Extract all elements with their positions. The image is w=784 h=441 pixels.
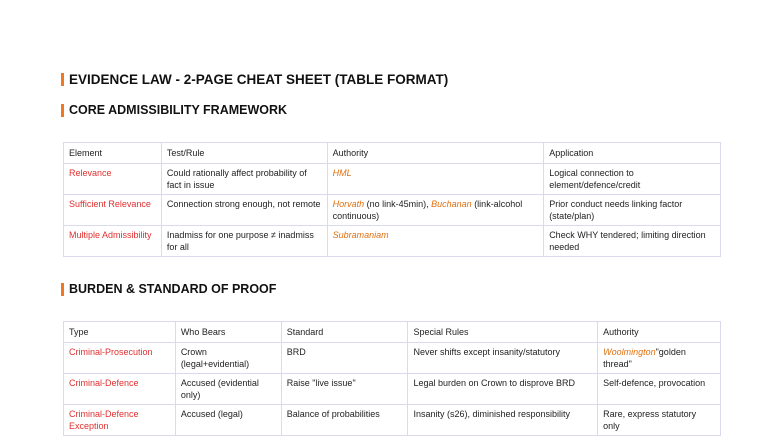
column-header: Element <box>64 143 162 164</box>
table-row <box>64 164 721 195</box>
authority-cell: Rare, express statutory only <box>598 405 721 436</box>
test-rule-cell: Inadmiss for one purpose ≠ inadmiss for all <box>161 226 327 257</box>
special-rules-cell: Never shifts except insanity/statutory <box>408 343 598 374</box>
case-citation: Woolmington <box>603 347 656 357</box>
column-header: Standard <box>281 322 408 343</box>
standard-cell: Raise "live issue" <box>281 374 408 405</box>
heading-accent-bar <box>61 104 64 117</box>
column-header: Special Rules <box>408 322 598 343</box>
table-header-row <box>64 322 721 343</box>
section-heading-burden <box>61 282 276 296</box>
test-rule-cell: Connection strong enough, not remote <box>161 195 327 226</box>
element-cell: Multiple Admissibility <box>64 226 162 257</box>
type-cell: Criminal-Defence <box>64 374 176 405</box>
column-header: Authority <box>598 322 721 343</box>
case-citation: Horvath <box>332 199 365 209</box>
case-citation: HML <box>332 168 352 178</box>
who-bears-cell: Accused (evidential only) <box>175 374 281 405</box>
column-header: Type <box>64 322 176 343</box>
citation-note: (no link-45min), <box>364 199 432 209</box>
application-cell: Check WHY tendered; limiting direction needed <box>544 226 721 257</box>
element-cell: Relevance <box>64 164 162 195</box>
citation-note: (link-alcohol continuous) <box>332 199 523 221</box>
admissibility-table <box>63 142 721 257</box>
table-row <box>64 226 721 257</box>
standard-cell: BRD <box>281 343 408 374</box>
table-header-row <box>64 143 721 164</box>
heading-accent-bar <box>61 73 64 86</box>
burden-table <box>63 321 721 436</box>
table-row <box>64 405 721 436</box>
element-cell: Sufficient Relevance <box>64 195 162 226</box>
citation-note: "golden thread" <box>603 347 686 369</box>
case-citation: Buchanan <box>431 199 472 209</box>
table-row <box>64 195 721 226</box>
authority-cell <box>327 164 544 195</box>
type-cell: Criminal-Defence Exception <box>64 405 176 436</box>
section-heading-text: BURDEN & STANDARD OF PROOF <box>69 282 277 296</box>
application-cell: Prior conduct needs linking factor (state/plan) <box>544 195 721 226</box>
who-bears-cell: Crown (legal+evidential) <box>175 343 281 374</box>
case-citation: Subramaniam <box>332 230 389 240</box>
test-rule-cell: Could rationally affect probability of fact in issue <box>161 164 327 195</box>
authority-cell <box>327 226 544 257</box>
special-rules-cell: Insanity (s26), diminished responsibility <box>408 405 598 436</box>
column-header: Authority <box>327 143 544 164</box>
standard-cell: Balance of probabilities <box>281 405 408 436</box>
column-header: Application <box>544 143 721 164</box>
type-cell: Criminal-Prosecution <box>64 343 176 374</box>
table-row <box>64 343 721 374</box>
section-heading-text: CORE ADMISSIBILITY FRAMEWORK <box>69 103 288 117</box>
document-title-text: EVIDENCE LAW - 2-PAGE CHEAT SHEET (TABLE FORMAT) <box>69 72 449 87</box>
column-header: Test/Rule <box>161 143 327 164</box>
document-title <box>61 72 448 87</box>
special-rules-cell: Legal burden on Crown to disprove BRD <box>408 374 598 405</box>
heading-accent-bar <box>61 283 64 296</box>
column-header: Who Bears <box>175 322 281 343</box>
who-bears-cell: Accused (legal) <box>175 405 281 436</box>
application-cell: Logical connection to element/defence/credit <box>544 164 721 195</box>
authority-cell: Self-defence, provocation <box>598 374 721 405</box>
authority-cell <box>598 343 721 374</box>
table-row <box>64 374 721 405</box>
section-heading-admissibility <box>61 103 287 117</box>
authority-cell <box>327 195 544 226</box>
